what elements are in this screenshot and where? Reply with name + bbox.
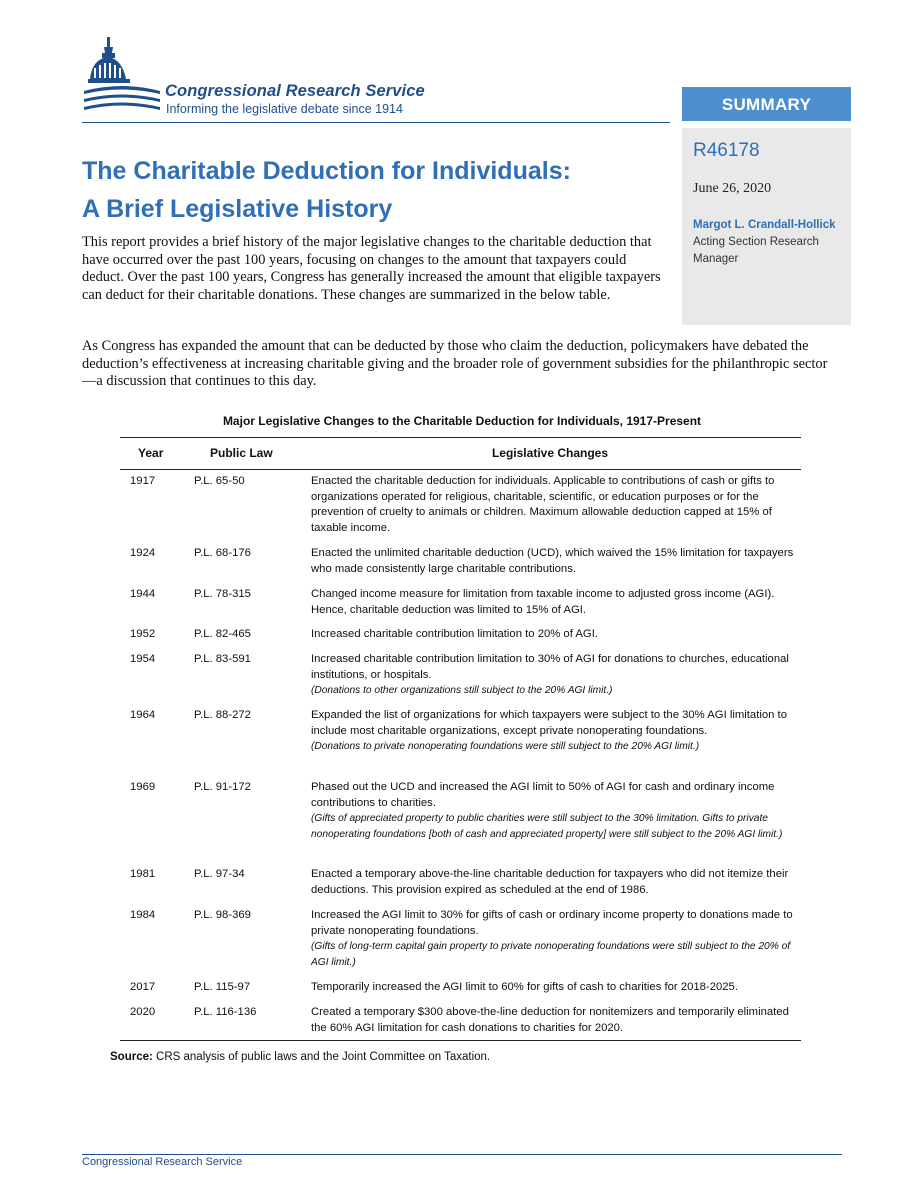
row-year: 1952: [130, 628, 156, 640]
column-header-public-law: Public Law: [210, 446, 273, 460]
row-change-text: Enacted the charitable deduction for individuals. Applicable to contributions of cash or gifts to organizations operated for religious, charitable, scientific, or education purposes or for the prevention of cruelty to animals or children. Maximum allowable deduction capped at 15% of taxable income.: [311, 475, 775, 534]
row-changes: [311, 780, 795, 842]
row-public-law: P.L. 68-176: [194, 547, 251, 559]
column-header-legislative-changes: Legislative Changes: [491, 446, 609, 460]
row-change-note: (Gifts of long-term capital gain property to private nonoperating foundations were still subject to the 20% of AGI limit.): [311, 941, 791, 968]
org-name: Congressional Research Service: [165, 82, 425, 100]
row-change-text: Enacted the unlimited charitable deduction (UCD), which waived the 15% limitation for taxpayers who made consistently large charitable contributions.: [311, 547, 794, 575]
row-changes: [311, 587, 795, 618]
row-change-text: Temporarily increased the AGI limit to 60% for gifts of cash to charities for 2018-2025.: [311, 981, 738, 993]
row-change-text: Changed income measure for limitation from taxable income to adjusted gross income (AGI). Hence, charitable deduction was limited to 15% of AGI.: [311, 588, 775, 616]
footer-divider: [82, 1154, 842, 1155]
title-line-1: The Charitable Deduction for Individuals:: [82, 157, 571, 185]
footer-org-name: Congressional Research Service: [82, 1156, 243, 1168]
row-change-text: Increased the AGI limit to 30% for gifts of cash or ordinary income property to donations made to private nonoperating foundations.: [311, 909, 793, 937]
table-title: Major Legislative Changes to the Charitable Deduction for Individuals, 1917-Present: [222, 414, 702, 428]
title-line-2: A Brief Legislative History: [82, 195, 393, 223]
row-public-law: P.L. 97-34: [194, 868, 245, 880]
row-public-law: P.L. 88-272: [194, 709, 251, 721]
row-changes: [311, 652, 795, 699]
report-number: R46178: [693, 140, 760, 161]
row-public-law: P.L. 115-97: [194, 981, 251, 993]
row-year: 1924: [130, 547, 156, 559]
row-changes: [311, 708, 795, 755]
row-change-note: (Gifts of appreciated property to public charities were still subject to the 30% limitation. Gifts to private nonoperating foundations [both of cash and appreciated property] were still subject to the 20% AGI limit.): [311, 813, 783, 840]
table-bottom-rule: [120, 1040, 801, 1041]
row-public-law: P.L. 78-315: [194, 588, 251, 600]
row-year: 1944: [130, 588, 156, 600]
row-change-text: Increased charitable contribution limitation to 30% of AGI for donations to churches, educational institutions, or hospitals.: [311, 653, 789, 681]
row-year: 1984: [130, 909, 156, 921]
row-change-note: (Donations to other organizations still subject to the 20% AGI limit.): [311, 685, 613, 696]
table-source: [110, 1051, 490, 1063]
row-public-law: P.L. 91-172: [194, 781, 251, 793]
row-changes: [311, 867, 795, 898]
capitol-dome-logo-icon: [82, 35, 172, 125]
row-year: 2020: [130, 1006, 156, 1018]
row-change-text: Expanded the list of organizations for which taxpayers were subject to the 30% AGI limitation to include most charitable organizations, except private nonoperating foundations.: [311, 709, 787, 737]
author-name[interactable]: Margot L. Crandall-Hollick: [693, 219, 836, 231]
row-public-law: P.L. 116-136: [194, 1006, 257, 1018]
header-divider: [82, 122, 670, 123]
page-title: [82, 152, 662, 228]
row-changes: [311, 627, 795, 643]
context-paragraph: As Congress has expanded the amount that can be deducted by those who claim the deduction, policymakers have debated the deduction’s effectiveness at increasing charitable giving and the broader role of government subsidies for the philanthropic sector—a discussion that continues to this day.: [82, 338, 828, 389]
source-text: CRS analysis of public laws and the Joint Committee on Taxation.: [156, 1051, 491, 1063]
row-changes: [311, 546, 795, 577]
row-year: 2017: [130, 981, 156, 993]
column-header-year: Year: [138, 446, 164, 460]
row-change-text: Increased charitable contribution limitation to 20% of AGI.: [311, 628, 598, 640]
report-date: June 26, 2020: [693, 181, 772, 196]
source-label: Source:: [110, 1051, 153, 1063]
row-public-law: P.L. 98-369: [194, 909, 251, 921]
row-public-law: P.L. 65-50: [194, 475, 245, 487]
table-top-rule: [120, 437, 801, 438]
row-public-law: P.L. 82-465: [194, 628, 251, 640]
table-header-rule: [120, 469, 801, 470]
row-year: 1981: [130, 868, 156, 880]
row-year: 1969: [130, 781, 156, 793]
author-title: Acting Section Research Manager: [693, 236, 819, 265]
row-change-text: Enacted a temporary above-the-line charitable deduction for taxpayers who did not itemize their deductions. This provision expired as scheduled at the end of 1986.: [311, 868, 789, 896]
row-public-law: P.L. 83-591: [194, 653, 251, 665]
intro-paragraph: This report provides a brief history of the major legislative changes to the charitable deduction that have occurred over the past 100 years, focusing on changes to the amount that taxpayers could deduct. Over the past 100 years, Congress has generally increased the amount that eligible taxpayers can deduct for their charitable donations. These changes are summarized in the below table.: [82, 234, 661, 303]
row-changes: [311, 474, 795, 536]
row-year: 1964: [130, 709, 156, 721]
row-changes: [311, 980, 795, 996]
row-year: 1917: [130, 475, 156, 487]
row-changes: [311, 908, 795, 970]
org-tagline: Informing the legislative debate since 1914: [166, 102, 403, 116]
row-change-note: (Donations to private nonoperating foundations were still subject to the 20% AGI limit.): [311, 741, 700, 752]
row-changes: [311, 1005, 795, 1036]
row-change-text: Created a temporary $300 above-the-line deduction for nonitemizers and temporarily eliminated the 60% AGI limitation for cash donations to charities for 2020.: [311, 1006, 789, 1034]
summary-label: SUMMARY: [682, 87, 851, 121]
row-change-text: Phased out the UCD and increased the AGI limit to 50% of AGI for cash and ordinary income contributions to charities.: [311, 781, 775, 809]
row-year: 1954: [130, 653, 156, 665]
